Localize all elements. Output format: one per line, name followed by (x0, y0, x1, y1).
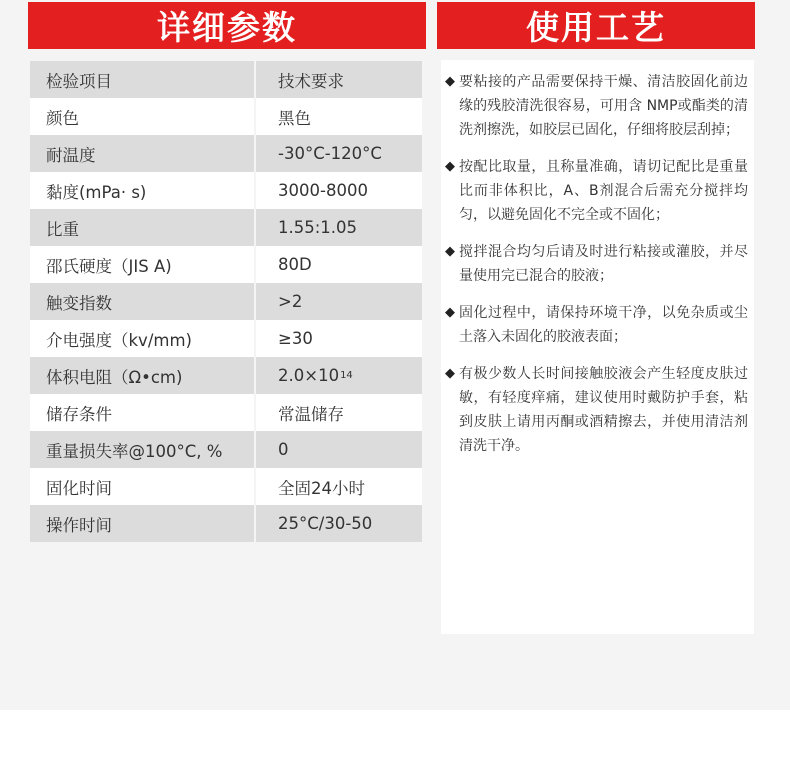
spec-value: 80D (278, 255, 312, 274)
spec-name: 体积电阻（Ω•cm) (30, 357, 256, 394)
spec-row (30, 320, 422, 357)
spec-row (30, 431, 422, 468)
process-item (445, 155, 748, 227)
spec-name: 黏度(mPa· s) (30, 172, 256, 209)
process-list (441, 60, 754, 458)
spec-name: 储存条件 (30, 394, 256, 431)
spec-value: ≥30 (278, 329, 313, 348)
spec-banner-title: 详细参数 (157, 8, 297, 47)
spec-name: 邵氏硬度（JIS A) (30, 246, 256, 283)
spec-row (30, 209, 422, 246)
spec-value: -30°C-120°C (278, 144, 382, 163)
spec-table (30, 61, 422, 542)
diamond-bullet-icon: ◆ (445, 74, 455, 89)
spec-row (30, 98, 422, 135)
spec-value: 3000-8000 (278, 181, 368, 200)
spec-row (30, 172, 422, 209)
spec-name: 耐温度 (30, 135, 256, 172)
process-text: 要粘接的产品需要保持干燥、清洁胶固化前边缘的残胶清洗很容易，可用含 NMP或酯类的清洗剂擦洗，如胶层已固化，仔细将胶层刮掉； (459, 74, 748, 138)
spec-name: 固化时间 (30, 468, 256, 505)
spec-row (30, 135, 422, 172)
process-text: 固化过程中，请保持环境干净，以免杂质或尘土落入未固化的胶液表面； (459, 305, 748, 345)
spec-table-header (30, 61, 422, 98)
spec-row (30, 505, 422, 542)
process-item (445, 301, 748, 349)
process-item (445, 70, 748, 142)
process-panel (441, 60, 754, 634)
spec-header-value: 技术要求 (278, 71, 344, 91)
spec-value: 黑色 (278, 108, 311, 128)
spec-header-name: 检验项目 (30, 61, 256, 98)
spec-name: 比重 (30, 209, 256, 246)
diamond-bullet-icon: ◆ (445, 159, 455, 174)
process-banner-title: 使用工艺 (526, 8, 666, 47)
process-item (445, 240, 748, 288)
process-banner (437, 2, 755, 49)
spec-row (30, 283, 422, 320)
process-text: 搅拌混合均匀后请及时进行粘接或灌胶，并尽量使用完已混合的胶液； (459, 244, 748, 284)
spec-value-exponent: 14 (340, 370, 353, 381)
spec-value: 0 (278, 440, 289, 459)
spec-row (30, 246, 422, 283)
spec-value (256, 357, 422, 394)
spec-value: 1.55:1.05 (278, 218, 358, 237)
process-text: 按配比取量，且称量准确，请切记配比是重量比而非体积比，A、B剂混合后需充分搅拌均匀，以避免固化不完全或不固化； (459, 159, 748, 223)
spec-value: 常温储存 (278, 404, 344, 424)
spec-name: 操作时间 (30, 505, 256, 542)
spec-row (30, 394, 422, 431)
spec-value: 全固24小时 (278, 478, 365, 498)
spec-value: >2 (278, 292, 303, 311)
spec-row (30, 468, 422, 505)
spec-banner (28, 2, 426, 49)
spec-name: 重量损失率@100°C, % (30, 431, 256, 468)
spec-name: 介电强度（kv/mm) (30, 320, 256, 357)
spec-value: 25°C/30-50 (278, 514, 373, 533)
diamond-bullet-icon: ◆ (445, 244, 455, 259)
process-text: 有极少数人长时间接触胶液会产生轻度皮肤过敏，有轻度痒痛，建议使用时戴防护手套，粘到皮肤上请用丙酮或酒精擦去，并使用清洁剂清洗干净。 (459, 366, 748, 454)
process-item (445, 362, 748, 458)
spec-value-base: 2.0×10 (278, 366, 340, 385)
spec-name: 颜色 (30, 98, 256, 135)
spec-row (30, 357, 422, 394)
diamond-bullet-icon: ◆ (445, 366, 455, 381)
diamond-bullet-icon: ◆ (445, 305, 455, 320)
spec-name: 触变指数 (30, 283, 256, 320)
